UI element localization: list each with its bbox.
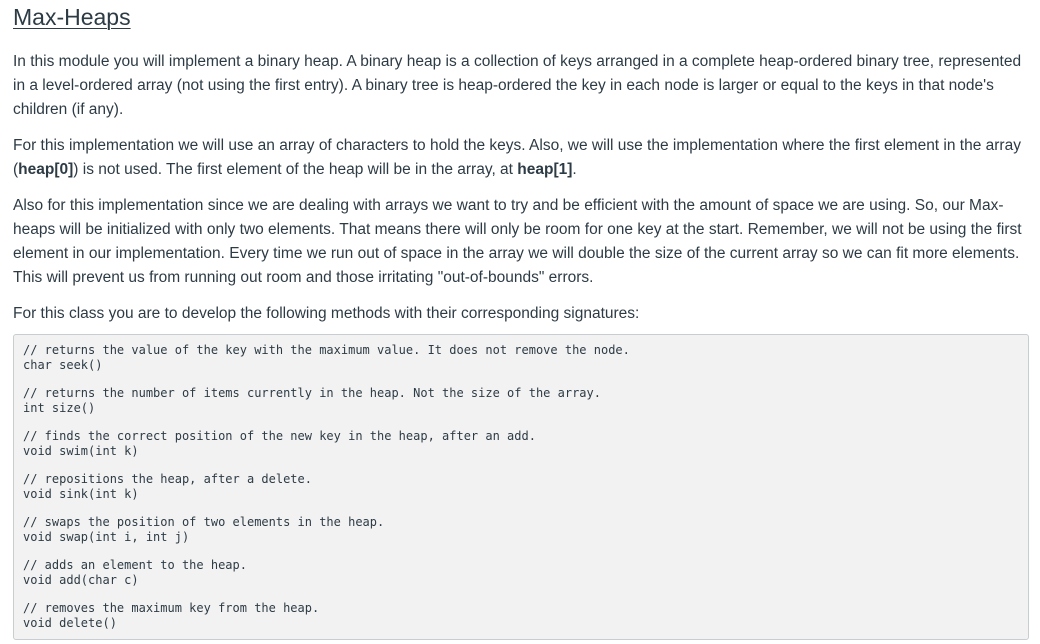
code-signature: void swap(int i, int j) (23, 530, 190, 544)
page-title: Max-Heaps (13, 4, 131, 30)
implementation-text-3: . (572, 161, 577, 178)
method-delete (23, 601, 1028, 631)
space-efficiency-paragraph: Also for this implementation since we are dealing with arrays we want to try and be efficient with the amount of space we are using. So, our Max-heaps will be initialized with only two elements. That means there will only be room for one key at the start. Remember, we will not be using the first element in our implementation. Every time we run out of space in the array we will double the size of the current array so we can fit more elements. This will prevent us from running out room and those irritating "out-of-bounds" errors. (13, 197, 1022, 286)
method-swap (23, 515, 1028, 545)
code-signature: void delete() (23, 616, 117, 630)
code-comment: // returns the number of items currently in the heap. Not the size of the array. (23, 386, 601, 400)
code-comment: // finds the correct position of the new key in the heap, after an add. (23, 429, 536, 443)
code-signature: void swim(int k) (23, 444, 139, 458)
method-swim (23, 429, 1028, 459)
code-signature: void add(char c) (23, 573, 139, 587)
implementation-paragraph (13, 134, 1030, 182)
implementation-text-2: ) is not used. The first element of the heap will be in the array, at (73, 161, 518, 178)
code-signature: char seek() (23, 358, 103, 372)
implementation-text-1: For this implementation we will use an array of characters to hold the keys. Also, we will use the implementation where the first element in the array ( (13, 137, 1021, 178)
method-add (23, 558, 1028, 588)
heap-one-term: heap[1] (517, 161, 573, 178)
code-comment: // adds an element to the heap. (23, 558, 247, 572)
method-size (23, 386, 1028, 416)
code-comment: // swaps the position of two elements in the heap. (23, 515, 385, 529)
code-signature: void sink(int k) (23, 487, 139, 501)
method-seek (23, 343, 1028, 373)
method-signatures-code-block (13, 334, 1029, 640)
methods-intro-paragraph: For this class you are to develop the following methods with their corresponding signatures: (13, 305, 640, 322)
heap-zero-term: heap[0] (18, 161, 74, 178)
intro-paragraph: In this module you will implement a binary heap. A binary heap is a collection of keys arranged in a complete heap-ordered binary tree, represented in a level-ordered array (not using the first entry). A binary tree is heap-ordered the key in each node is larger or equal to the keys in that node's children (if any). (13, 53, 1022, 118)
code-comment: // repositions the heap, after a delete. (23, 472, 312, 486)
code-comment: // removes the maximum key from the heap. (23, 601, 320, 615)
code-signature: int size() (23, 401, 96, 415)
method-sink (23, 472, 1028, 502)
code-comment: // returns the value of the key with the maximum value. It does not remove the node. (23, 343, 630, 357)
